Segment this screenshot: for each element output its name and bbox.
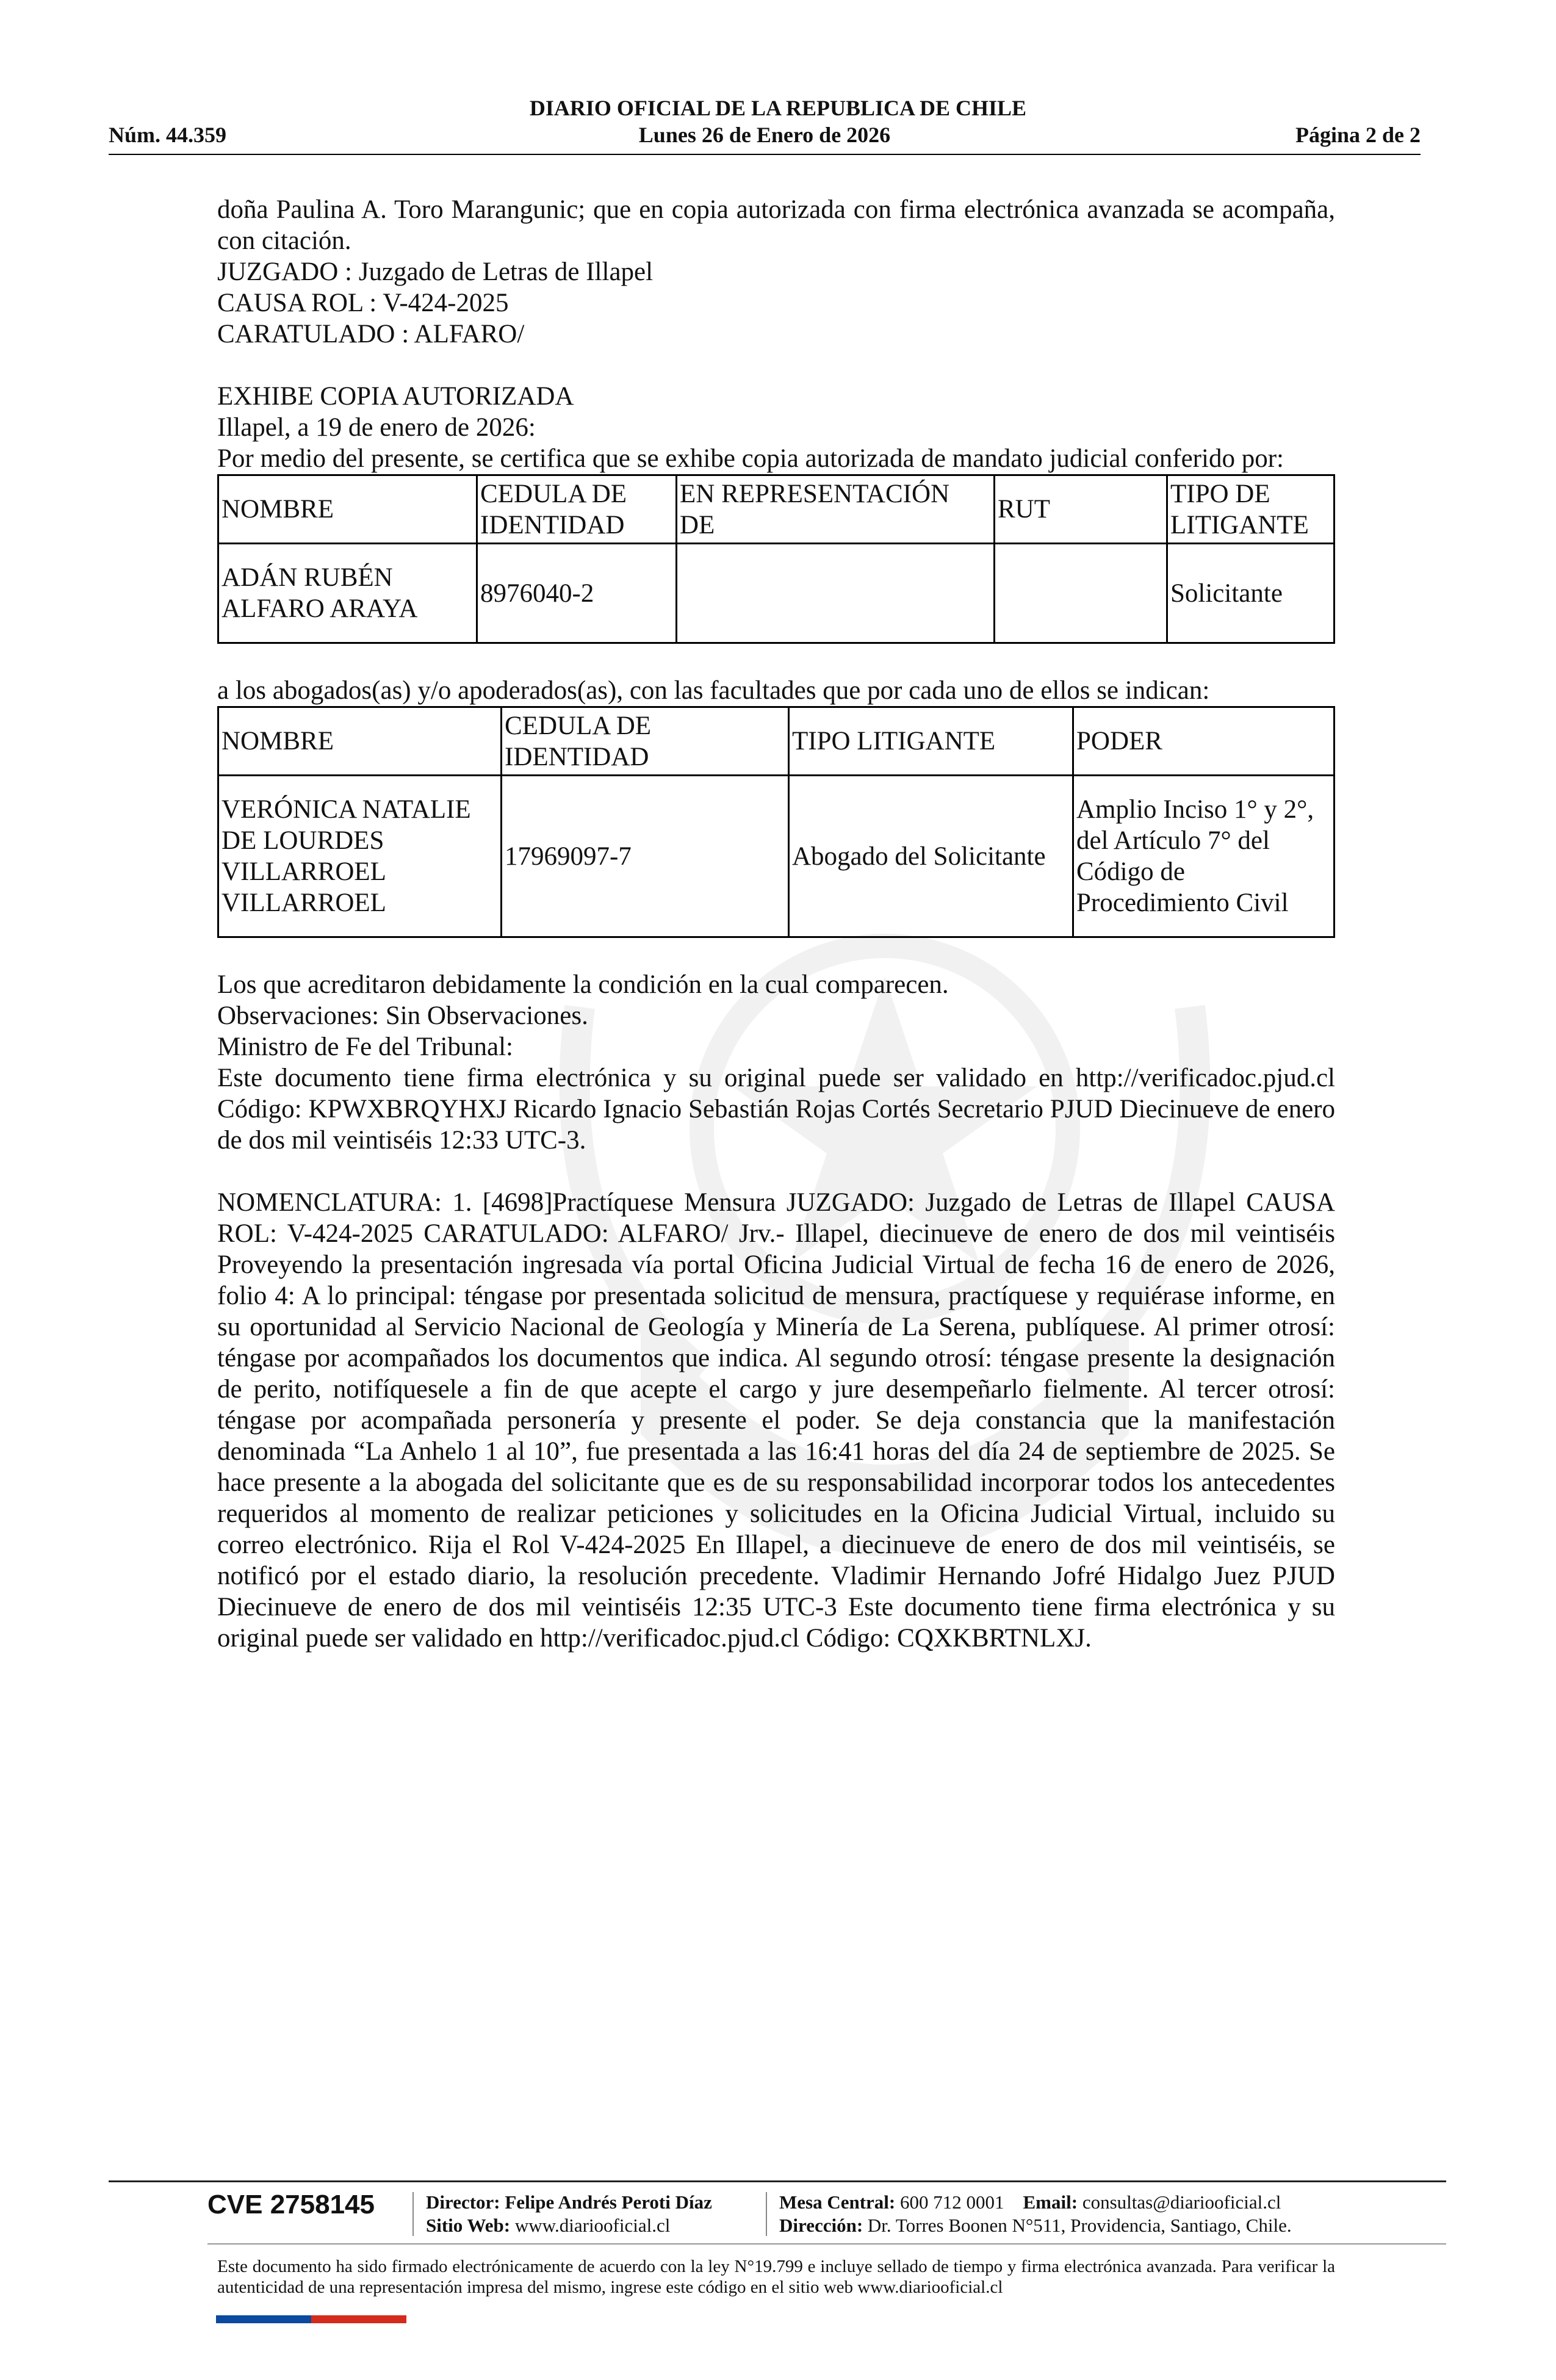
ministro-section xyxy=(217,1031,1335,1156)
page-number: Página 2 de 2 xyxy=(1295,123,1421,147)
table-header-row xyxy=(218,475,1334,544)
observaciones-paragraph: Observaciones: Sin Observaciones. xyxy=(217,1001,588,1030)
table-header-cell: TIPO DE LITIGANTE xyxy=(1167,475,1334,544)
table-cell: Solicitante xyxy=(1167,544,1334,643)
mandante-table xyxy=(217,474,1335,644)
table-header-cell: EN REPRESENTACIÓN DE xyxy=(677,475,995,544)
document-body xyxy=(217,194,1335,1654)
table-header-cell: CEDULA DE IDENTIDAD xyxy=(502,707,789,776)
date-line: Illapel, a 19 de enero de 2026: xyxy=(217,413,536,442)
footer-contact-block xyxy=(779,2191,1292,2237)
table-header-cell: RUT xyxy=(995,475,1167,544)
sitio-web: www.diariooficial.cl xyxy=(514,2215,671,2236)
table-row xyxy=(218,776,1334,937)
table-cell: 8976040-2 xyxy=(477,544,677,643)
email-label: Email: xyxy=(1023,2191,1078,2213)
footer-separator xyxy=(766,2192,767,2236)
table-cell: Abogado del Solicitante xyxy=(789,776,1073,937)
footer-separator xyxy=(412,2192,414,2236)
footer-director-block xyxy=(426,2191,712,2237)
table-header-cell: CEDULA DE IDENTIDAD xyxy=(477,475,677,544)
abogados-table xyxy=(217,706,1335,938)
case-info xyxy=(217,256,1335,350)
table-header-cell: TIPO LITIGANTE xyxy=(789,707,1073,776)
nomenclatura-paragraph: NOMENCLATURA: 1. [4698]Practíquese Mensura JUZGADO: Juzgado de Letras de Illapel CAUSA ROL: V-424-2025 CARATULADO: ALFARO/ Jrv.- Illapel, diecinueve de enero de dos mil veintiséis Proveyendo la presentación ingresada vía portal Oficina Judicial Virtual de fecha 16 de enero de 2026, folio 4: A lo principal: téngase por presentada solicitud de mensura, practíquese y requiérase informe, en su oportunidad al Servicio Nacional de Geología y Minería de La Serena, publíquese. Al primer otrosí: téngase por acompañados los documentos que indica. Al segundo otrosí: téngase presente la designación de perito, notifíquesele a fin de que acepte el cargo y jure desempeñarlo fielmente. Al tercer otrosí: téngase por acompañada personería y presente el poder. Se deja constancia que la manifestación denominada “La Anhelo 1 al 10”, fue presentada a las 16:41 horas del día 24 de septiembre de 2025. Se hace presente a la abogada del solicitante que es de su responsabilidad incorporar todos los antecedentes requeridos al momento de realizar peticiones y solicitudes en la Oficina Judicial Virtual, incluido su correo electrónico. Rija el Rol V-424-2025 En Illapel, a diecinueve de enero de dos mil veintiséis, se notificó por el estado diario, la resolución precedente. Vladimir Hernando Jofré Hidalgo Juez PJUD Diecinueve de enero de dos mil veintiséis 12:35 UTC-3 Este documento tiene firma electrónica y su original puede ser validado en http://verificadoc.pjud.cl Código: CQXKBRTNLXJ. xyxy=(217,1188,1335,1653)
direccion: Dr. Torres Boonen N°511, Providencia, Santiago, Chile. xyxy=(867,2215,1292,2236)
gazette-title: DIARIO OFICIAL DE LA REPUBLICA DE CHILE xyxy=(529,96,1027,120)
intro-paragraph: doña Paulina A. Toro Marangunic; que en copia autorizada con firma electrónica avanzada se acompaña, con citación. xyxy=(217,195,1335,255)
table-header-cell: PODER xyxy=(1073,707,1334,776)
table-header-cell: NOMBRE xyxy=(218,475,477,544)
chile-flag-stripe xyxy=(216,2315,406,2323)
header-divider xyxy=(109,154,1421,155)
ministro-signature-text: Este documento tiene firma electrónica y su original puede ser validado en http://verificadoc.pjud.cl Código: KPWXBRQYHXJ Ricardo Ignacio Sebastián Rojas Cortés Secretario PJUD Diecinueve de enero de dos mil veintiséis 12:33 UTC-3. xyxy=(217,1064,1335,1155)
causa-line: CAUSA ROL : V-424-2025 xyxy=(217,289,509,317)
abogados-intro: a los abogados(as) y/o apoderados(as), con las facultades que por cada uno de ellos se indican: xyxy=(217,676,1210,705)
table-cell: ADÁN RUBÉN ALFARO ARAYA xyxy=(218,544,477,643)
table-cell: 17969097-7 xyxy=(502,776,789,937)
acreditaron-paragraph: Los que acreditaron debidamente la condición en la cual comparecen. xyxy=(217,970,949,999)
mesa-label: Mesa Central: xyxy=(779,2191,896,2213)
table-cell xyxy=(995,544,1167,643)
issue-date: Lunes 26 de Enero de 2026 xyxy=(638,123,891,147)
sitio-label: Sitio Web: xyxy=(426,2215,511,2236)
direccion-label: Dirección: xyxy=(779,2215,863,2236)
caratulado-line: CARATULADO : ALFARO/ xyxy=(217,320,525,348)
flag-red-stripe xyxy=(311,2315,406,2323)
header-row xyxy=(109,122,1421,151)
cve-code: CVE 2758145 xyxy=(207,2190,375,2220)
exhibe-heading: EXHIBE COPIA AUTORIZADA xyxy=(217,382,574,411)
ministro-label: Ministro de Fe del Tribunal: xyxy=(217,1033,513,1061)
director-name: Felipe Andrés Peroti Díaz xyxy=(505,2191,712,2213)
table-header-cell: NOMBRE xyxy=(218,707,502,776)
table-cell xyxy=(677,544,995,643)
juzgado-line: JUZGADO : Juzgado de Letras de Illapel xyxy=(217,258,654,286)
table-header-row xyxy=(218,707,1334,776)
certifica-paragraph: Por medio del presente, se certifica que se exhibe copia autorizada de mandato judicial conferido por: xyxy=(217,444,1284,473)
legal-notice: Este documento ha sido firmado electrónicamente de acuerdo con la ley N°19.799 e incluye sellado de tiempo y firma electrónica avanzada. Para verificar la autenticidad de una representación impresa del mismo, ingrese este código en el sitio web www.diariooficial.cl xyxy=(217,2257,1335,2297)
table-cell: Amplio Inciso 1° y 2°, del Artículo 7° del Código de Procedimiento Civil xyxy=(1073,776,1334,937)
issue-number: Núm. 44.359 xyxy=(109,123,227,147)
email-address: consultas@diariooficial.cl xyxy=(1082,2191,1281,2213)
footer-divider xyxy=(109,2180,1446,2182)
director-label: Director: xyxy=(426,2191,500,2213)
flag-blue-stripe xyxy=(216,2315,311,2323)
mesa-central: 600 712 0001 xyxy=(900,2191,1004,2213)
footer-divider xyxy=(207,2243,1446,2245)
table-cell: VERÓNICA NATALIE DE LOURDES VILLARROEL VILLARROEL xyxy=(218,776,502,937)
table-row xyxy=(218,544,1334,643)
